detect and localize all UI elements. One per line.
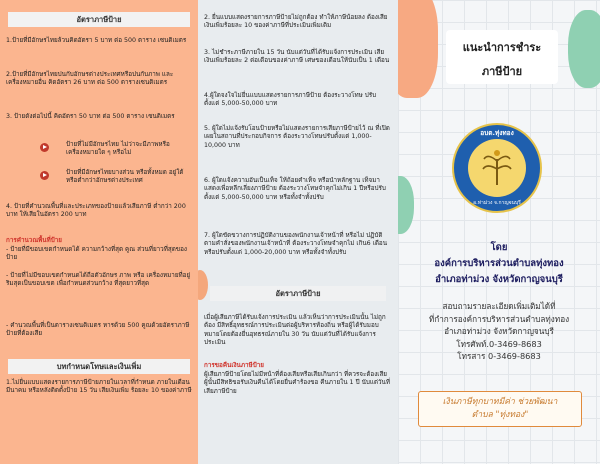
arrow-bullet-icon: [40, 143, 49, 152]
panel-tax-rates: [0, 0, 198, 464]
rate-sub-item-2: ป้ายที่มีอักษรไทยบางส่วน หรือทั้งหมด อยู่ใต้หรือต่ำกว่าอักษรต่างประเทศ: [66, 169, 184, 185]
penalty-item-5: 5. ผู้ใดไม่แจ้งรับโอนป้ายหรือไม่แสดงรายการเสียภาษีป้ายไว้ ณ ที่เปิดเผยในสถานที่ประกอบกิจการ ต้องระวางโทษปรับตั้งแต่ 1,000-10,000 บาท: [204, 125, 390, 149]
contact-fax: โทรสาร 0-3469-8683: [457, 351, 541, 361]
slogan-line-1: เงินภาษีทุกบาทมีค่า ช่วยพัฒนา: [442, 397, 558, 407]
decor-blob-green: [398, 176, 414, 234]
penalty-item-7: 7. ผู้ใดขัดขวางการปฏิบัติงานของพนักงานเจ้าหน้าที่ หรือไม่ ปฏิบัติตามคำสั่งของพนักงานเจ้าหน้าที่ ต้องระวางโทษจำคุกไม่ เกิน6 เดือน หรือปรับตั้งแต่ 1,000-20,000 บาท หรือทั้งจำทั้งปรับ: [204, 232, 388, 256]
contact-line-3: อำเภอท่าม่วง จังหวัดกาญจนบุรี: [444, 326, 554, 336]
cover-title-box: [446, 30, 558, 84]
decor-blob-green: [568, 10, 600, 88]
penalty-header-text: บทกำหนดโทษและเงินเพิ่ม: [56, 361, 142, 371]
organization-seal: [452, 123, 542, 213]
penalty-item-2: 2. ยื่นแบบแสดงรายการภาษีป้ายไม่ถูกต้อง ทำให้ภาษีน้อยลง ต้องเสียเงินเพิ่มร้อยละ 10 ของค่าภาษีที่ประเมินเพิ่มเติม: [204, 14, 388, 30]
appeal-header: [210, 286, 386, 301]
rate-item-4: 4. ป้ายที่คำนวณพื้นที่และประเภทของป้ายแล้วเสียภาษี ต่ำกว่า 200 บาท ให้เสียในอัตรา 200 บาท: [6, 203, 186, 219]
seal-text-bottom: อ.ท่าม่วง จ.กาญจนบุรี: [473, 200, 521, 206]
slogan-line-2: ตำบล "ทุ่งทอง": [471, 410, 529, 420]
area-calc-title: การคำนวณพื้นที่ป้าย: [6, 237, 62, 244]
penalty-item-4: 4.ผู้ใดจงใจไม่ยื่นแบบแสดงรายการภาษีป้าย ต้องระวางโทษ ปรับตั้งแต่ 5,000-50,000 บาท: [204, 92, 377, 108]
contact-line-1: สอบถามรายละเอียดเพิ่มเติมได้ที่: [442, 301, 556, 311]
org-location: อำเภอท่าม่วง จังหวัดกาญจนบุรี: [435, 274, 563, 285]
cover-title-line-2: ภาษีป้าย: [481, 65, 523, 78]
penalty-header: [8, 359, 190, 374]
slogan-box: [418, 391, 582, 427]
area-calc-line-1: - ป้ายที่มีขอบเขตกำหนดได้ ความกว้างที่สุด คูณ ส่วนที่ยาวที่สุดของป้าย: [6, 246, 187, 262]
arrow-bullet-icon: [40, 171, 49, 180]
org-name: องค์การบริหารส่วนตำบลทุ่งทอง: [434, 258, 564, 269]
rate-item-2: 2.ป้ายที่มีอักษรไทยปนกับอักษรต่างประเทศหรือปนกับภาพ และเครื่องหมายอื่น คิดอัตรา 26 บาท ต่อ 500 ตารางเซนติเมตร: [6, 71, 174, 87]
penalty-item-3: 3. ไม่ชำระภาษีภายใน 15 วัน นับแต่วันที่ได้รับแจ้งการประเมิน เสียเงินเพิ่มร้อยละ 2 ต่อเดือนของค่าภาษี เศษของเดือนให้นับเป็น 1 เดือน: [204, 49, 390, 65]
refund-title: การขอคืนเงินภาษีป้าย: [204, 362, 264, 369]
tax-rate-header-text: อัตราภาษีป้าย: [76, 14, 122, 24]
contact-block: [398, 300, 600, 363]
area-calc-line-2: - ป้ายที่ไม่มีขอบเขตกำหนดได้ถือตัวอักษร ภาพ หรือ เครื่องหมายที่อยู่ริมสุดเป็นขอบเขต เพื่อกำหนดส่วนกว้าง ที่สุดยาวที่สุด: [6, 272, 191, 288]
rate-item-1: 1.ป้ายที่มีอักษรไทยล้วนคิดอัตรา 5 บาท ต่อ 500 ตาราง เซนติเมตร: [6, 37, 187, 44]
by-label: โดย: [490, 242, 508, 253]
rate-item-3: 3. ป้ายดังต่อไปนี้ คิดอัตรา 50 บาท ต่อ 500 ตาราง เซนติเมตร: [6, 113, 175, 120]
appeal-body: เมื่อผู้เสียภาษีได้รับแจ้งการประเมิน แล้วเห็นว่าการประเมินนั้น ไม่ถูกต้อง มีสิทธิ์อุทธรณ์การประเมินต่อผู้บริหารท้องถิ่น หรือผู้ได้รับมอบหมายโดยต้องยื่นอุทธรณ์ภายใน 30 วัน นับแต่วันที่ได้รับแจ้งการประเมิน: [204, 314, 386, 347]
cover-title-line-1: แนะนำการชำระ: [462, 41, 542, 54]
decor-blob: [198, 270, 208, 300]
seal-text-top: อบต.ทุ่งทอง: [480, 129, 514, 137]
penalty-item-6: 6. ผู้ใดแจ้งความอันเป็นเท็จ ให้ถ้อยคำเท็จ หรือนำหลักฐาน เท็จมาแสดงเพื่อหลีกเลี่ยงภาษีป้าย ต้องระวางโทษจำคุกไม่เกิน 1 ปีหรือปรับตั้งแต่ 5,000-50,000 บาท หรือทั้งจำทั้งปรับ: [204, 177, 386, 201]
panel-penalties: [198, 0, 398, 464]
tax-rate-header: [8, 12, 190, 27]
penalty-item-1: 1.ไม่ยื่นแบบแสดงรายการภาษีป้ายภายในเวลาที่กำหนด ภายในเดือนมีนาคม หรือหลังติดตั้งป้าย 15 วัน เสียเงินเพิ่ม ร้อยละ 10 ของค่าภาษี: [6, 379, 192, 395]
rate-sub-item-1: ป้ายที่ไม่มีอักษรไทย ไม่ว่าจะมีภาพหรือ เครื่องหมายใด ๆ หรือไม่: [66, 141, 170, 157]
seal-emblem: [468, 139, 526, 197]
area-calc-line-3: - คำนวณพื้นที่เป็นตารางเซนติเมตร หารด้วย 500 คูณด้วยอัตราภาษีป้ายที่ต้องเสีย: [6, 322, 190, 338]
contact-phone: โทรศัพท์.0-3469-8683: [456, 338, 542, 349]
refund-text: ผู้เสียภาษีป้ายโดยไม่มีหน้าที่ต้องเสียหรือเสียเกินกว่า ที่ควรจะต้องเสีย ผู้นั้นมีสิทธิขอรับเงินคืนได้โดยยื่นคำร้องขอ คืนภายใน 1 ปี นับแต่วันที่เสียภาษีป้าย: [204, 371, 391, 395]
appeal-header-text: อัตราภาษีป้าย: [275, 288, 321, 298]
decor-blob-orange: [398, 0, 438, 98]
contact-line-2: ที่กำการองค์การบริหารส่วนตำบลทุ่งทอง: [428, 313, 570, 324]
rice-sheaf-icon: [468, 139, 526, 197]
